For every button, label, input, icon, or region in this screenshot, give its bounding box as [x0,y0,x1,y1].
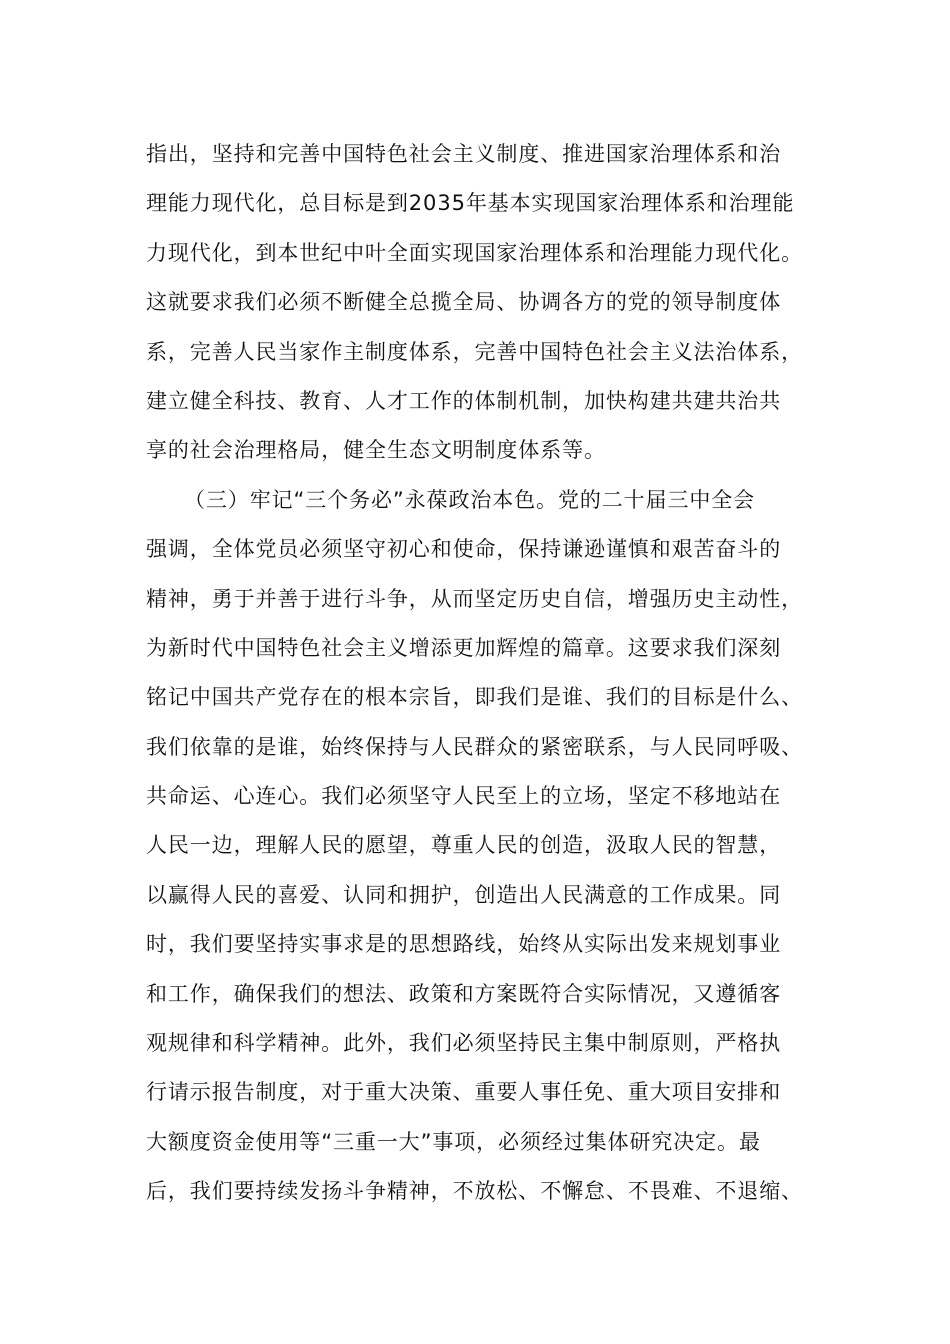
text-line: 共命运、心连心。我们必须坚守人民至上的立场，坚定不移地站在 [146,784,782,809]
text-line: 铭记中国共产党存在的根本宗旨，即我们是谁、我们的目标是什么、 [146,685,803,710]
text-line: 大额度资金使用等“三重一大”事项，必须经过集体研究决定。最 [146,1129,761,1154]
text-line: 理能力现代化，总目标是到2035年基本实现国家治理体系和治理能 [146,191,795,216]
text-line: 享的社会治理格局，健全生态文明制度体系等。 [146,438,606,463]
text-line: 系，完善人民当家作主制度体系，完善中国特色社会主义法治体系， [146,339,803,364]
body-text [146,130,826,1217]
text-line: 人民一边，理解人民的愿望，尊重人民的创造，汲取人民的智慧， [146,833,782,858]
text-line: 精神，勇于并善于进行斗争，从而坚定历史自信，增强历史主动性， [146,586,803,611]
text-line: 后，我们要持续发扬斗争精神，不放松、不懈怠、不畏难、不退缩、 [146,1179,803,1204]
text-line: 我们依靠的是谁，始终保持与人民群众的紧密联系，与人民同呼吸、 [146,734,803,759]
text-line: 指出，坚持和完善中国特色社会主义制度、推进国家治理体系和治 [146,142,782,166]
text-line: 为新时代中国特色社会主义增添更加辉煌的篇章。这要求我们深刻 [146,635,782,660]
text-line: 建立健全科技、教育、人才工作的体制机制，加快构建共建共治共 [146,388,782,413]
text-line: 以赢得人民的喜爱、认同和拥护，创造出人民满意的工作成果。同 [146,882,782,907]
section-heading-line: （三）牢记“三个务必”永葆政治本色。党的二十届三中全会 [184,487,756,512]
text-line: 观规律和科学精神。此外，我们必须坚持民主集中制原则，严格执 [146,1031,782,1056]
text-line: 强调，全体党员必须坚守初心和使命，保持谦逊谨慎和艰苦奋斗的 [146,537,782,562]
text-line: 这就要求我们必须不断健全总揽全局、协调各方的党的领导制度体 [146,290,782,315]
text-line: 和工作，确保我们的想法、政策和方案既符合实际情况，又遵循客 [146,981,782,1006]
text-line: 力现代化，到本世纪中叶全面实现国家治理体系和治理能力现代化。 [146,240,803,265]
text-line: 行请示报告制度，对于重大决策、重要人事任免、重大项目安排和 [146,1080,782,1105]
text-line: 时，我们要坚持实事求是的思想路线，始终从实际出发来规划事业 [146,932,782,957]
